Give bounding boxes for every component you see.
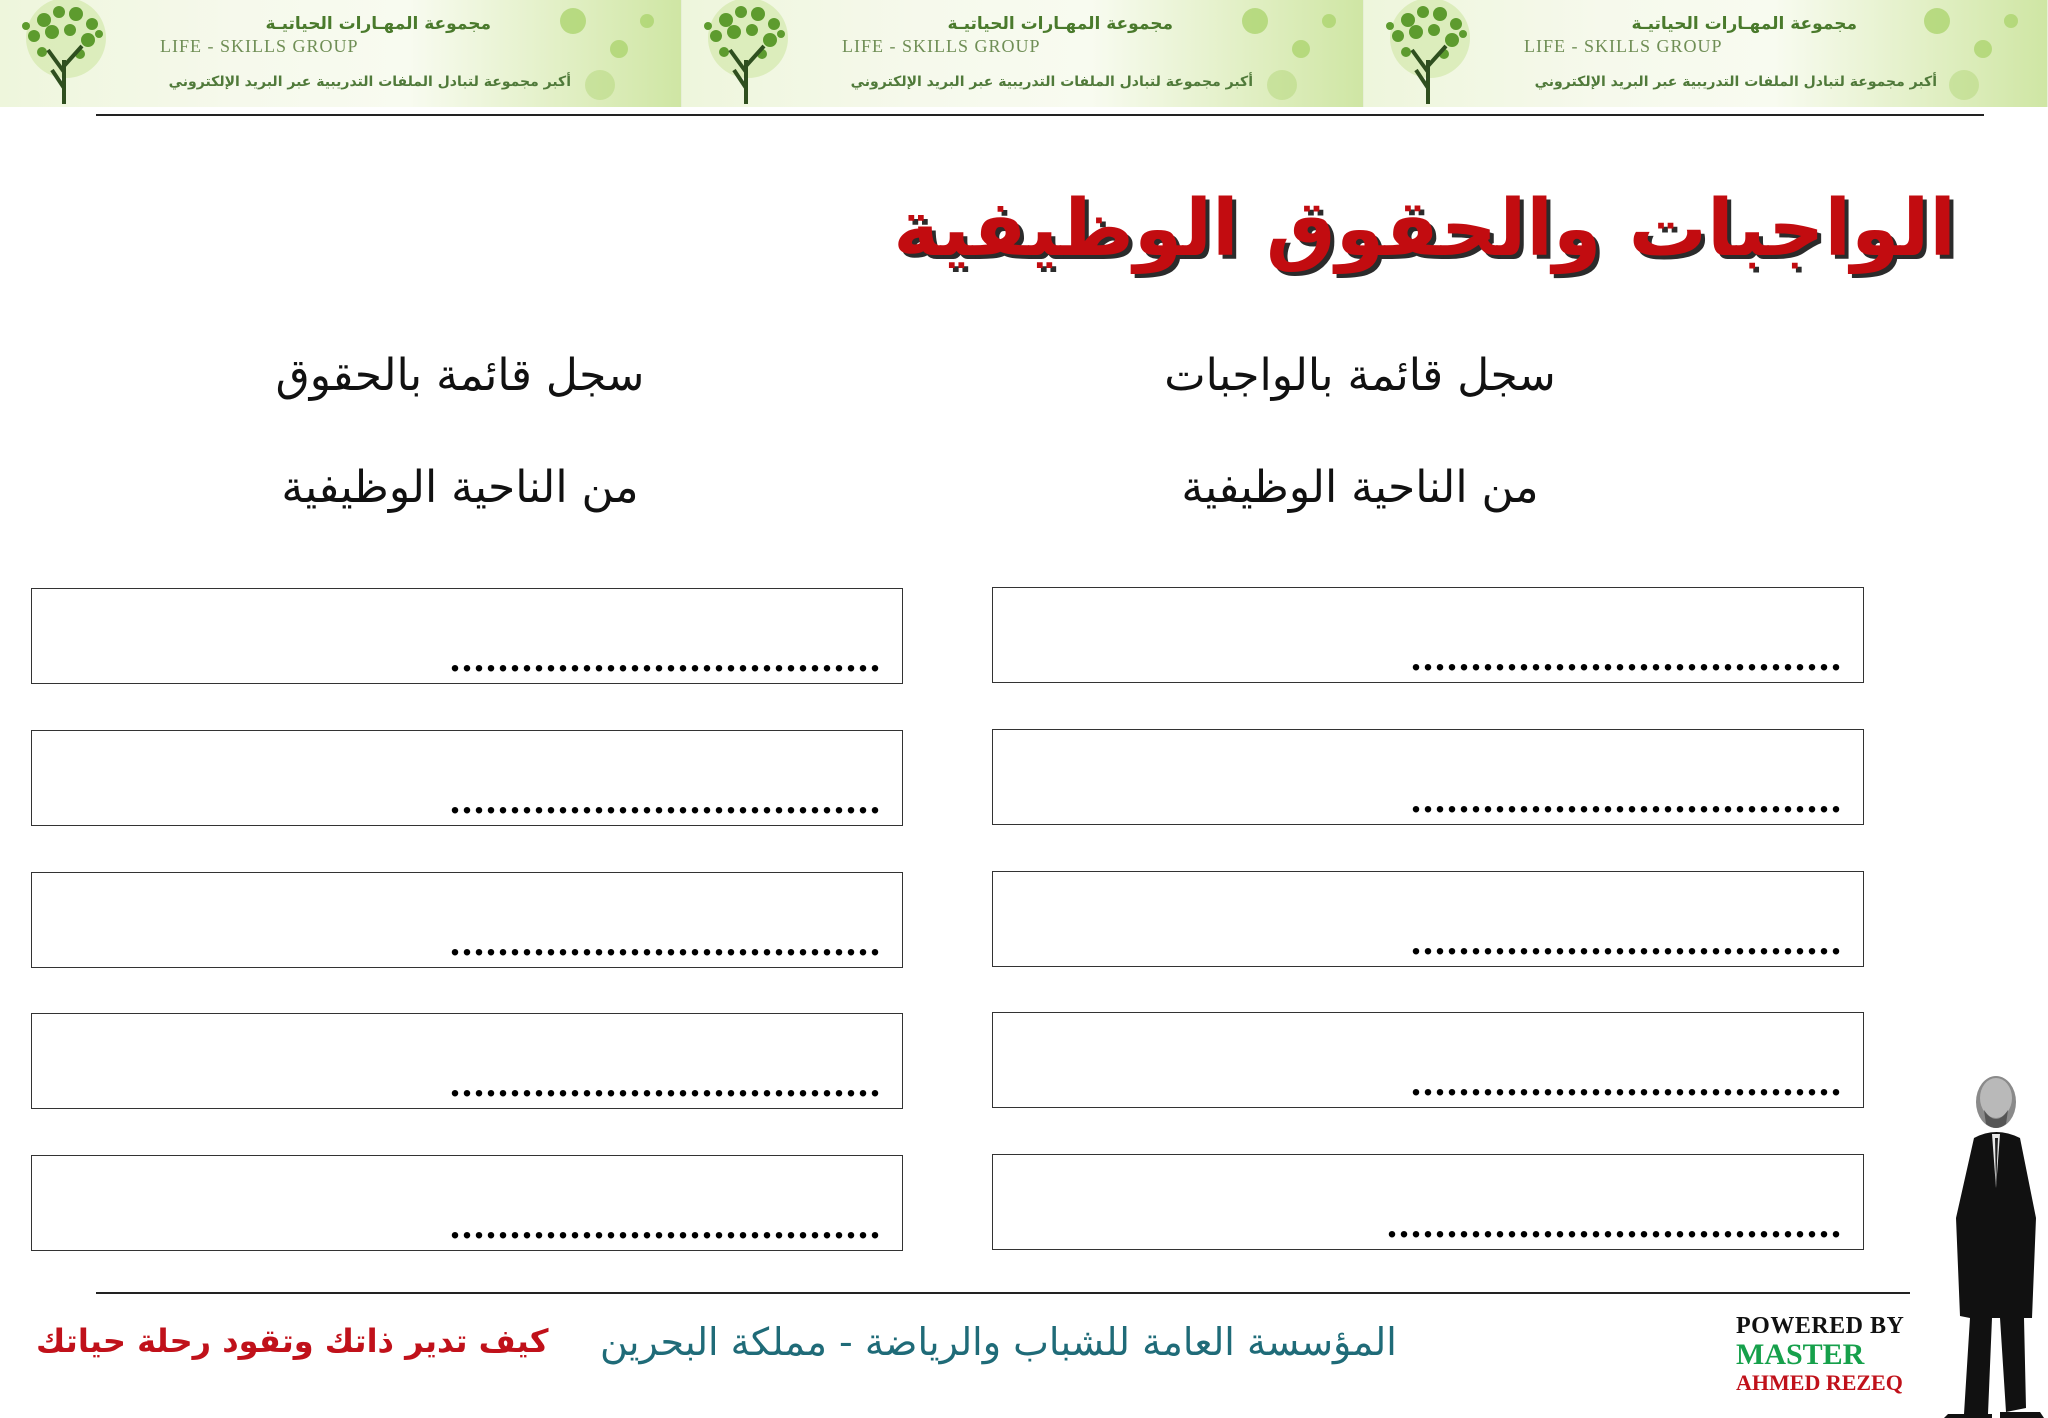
footer-organization: المؤسسة العامة للشباب والرياضة - مملكة البحرين — [600, 1320, 1397, 1364]
header-divider — [96, 114, 1984, 116]
right-answer-dots: .................................... — [450, 919, 882, 964]
banner-title-ar: مجموعة المهـارات الحياتيـة — [265, 14, 491, 34]
right-answer-box[interactable] — [31, 1013, 903, 1109]
duty-answer-box[interactable] — [992, 1012, 1864, 1108]
right-answer-dots: .................................... — [450, 777, 882, 822]
duties-heading-line1: سجل قائمة بالواجبات — [1164, 350, 1556, 401]
duty-answer-dots: .................................... — [1411, 776, 1843, 821]
right-answer-dots: .................................... — [450, 1202, 882, 1247]
duty-answer-box[interactable] — [992, 587, 1864, 683]
banner-title-ar: مجموعة المهـارات الحياتيـة — [947, 14, 1173, 34]
duty-answer-box[interactable] — [992, 1154, 1864, 1250]
page-title: الواجبات والحقوق الوظيفية — [893, 184, 1956, 274]
master-label: MASTER — [1736, 1338, 1865, 1371]
rights-heading-line1: سجل قائمة بالحقوق — [275, 350, 645, 401]
footer-slogan: كيف تدير ذاتك وتقود رحلة حياتك — [36, 1322, 549, 1360]
duty-answer-box[interactable] — [992, 871, 1864, 967]
banner-tagline: أكبر مجموعة لتبادل الملفات التدريبية عبر البريد الإلكتروني — [1534, 74, 1937, 90]
right-answer-dots: .................................... — [450, 1060, 882, 1105]
banner-tagline: أكبر مجموعة لتبادل الملفات التدريبية عبر البريد الإلكتروني — [168, 74, 571, 90]
right-answer-box[interactable] — [31, 1155, 903, 1251]
right-answer-box[interactable] — [31, 872, 903, 968]
header-banner — [0, 0, 2048, 107]
right-answer-box[interactable] — [31, 588, 903, 684]
rights-heading-line2: من الناحية الوظيفية — [281, 462, 639, 513]
tree-logo-icon — [686, 0, 810, 107]
banner-tile — [682, 0, 1364, 107]
duty-answer-dots: .................................... — [1411, 634, 1843, 679]
banner-tile — [0, 0, 682, 107]
duty-answer-dots: ...................................... — [1387, 1201, 1843, 1246]
powered-by-label: POWERED BY — [1736, 1313, 1905, 1339]
tree-logo-icon — [1368, 0, 1492, 107]
banner-title-ar: مجموعة المهـارات الحياتيـة — [1631, 14, 1857, 34]
banner-tagline: أكبر مجموعة لتبادل الملفات التدريبية عبر البريد الإلكتروني — [850, 74, 1253, 90]
man-silhouette-icon — [1940, 1068, 2048, 1418]
right-answer-dots: .................................... — [450, 635, 882, 680]
duty-answer-dots: .................................... — [1411, 1059, 1843, 1104]
duty-answer-dots: .................................... — [1411, 918, 1843, 963]
right-answer-box[interactable] — [31, 730, 903, 826]
banner-title-en: LIFE - SKILLS GROUP — [160, 36, 359, 56]
powered-by-block — [1736, 1313, 1904, 1396]
tree-logo-icon — [4, 0, 128, 107]
author-name: AHMED REZEQ — [1736, 1370, 1903, 1395]
duty-answer-box[interactable] — [992, 729, 1864, 825]
duties-heading-line2: من الناحية الوظيفية — [1181, 462, 1539, 513]
banner-title-en: LIFE - SKILLS GROUP — [1524, 36, 1723, 56]
banner-title-en: LIFE - SKILLS GROUP — [842, 36, 1041, 56]
footer-divider — [96, 1292, 1910, 1294]
banner-tile — [1364, 0, 2048, 107]
